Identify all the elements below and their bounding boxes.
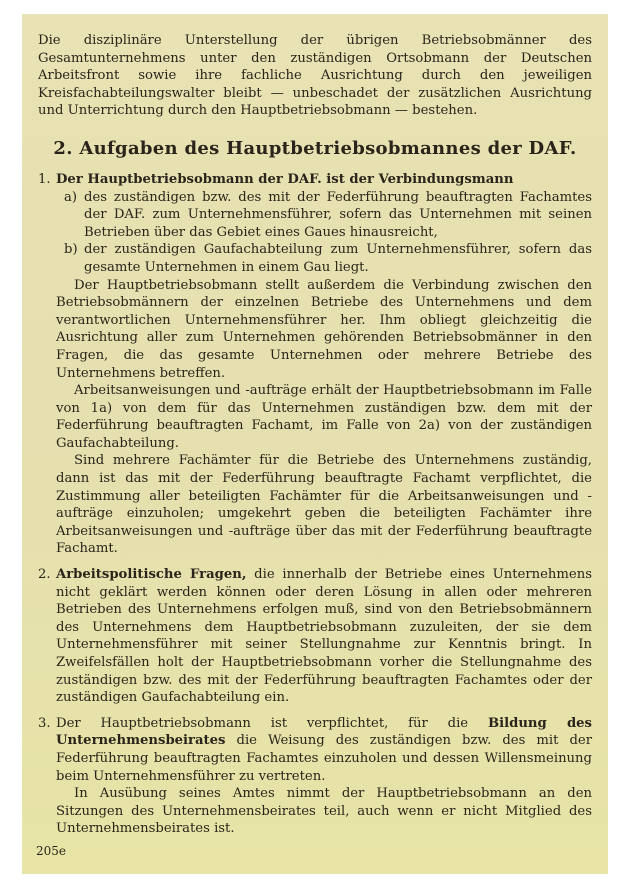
sub-label: a) [64, 189, 78, 205]
item-number: 2. [38, 567, 51, 583]
sub-text: des zuständigen bzw. des mit der Federführung beauftragten Fachamtes der DAF. zum Unternehmensführer, sofern das Unternehmen mit seinen Betrieben über das Gebiet eines Gaues hinausreicht, [84, 189, 592, 240]
list-item-1 [38, 171, 592, 558]
item-body [56, 171, 592, 558]
paragraph: In Ausübung seines Amtes nimmt der Hauptbetriebsobmann an den Sitzungen des Unternehmensbeirates teil, auch wenn er nicht Mitglied des Unternehmensbeirates ist. [56, 786, 592, 837]
list-item-3 [38, 715, 592, 838]
intro-paragraph: Die disziplinäre Unterstellung der übrigen Betriebsobmänner des Gesamtunternehmens unter den zuständigen Ortsobmann der Deutschen Arbeitsfront sowie ihre fachliche Ausrichtung durch den jeweiligen Kreisfachabteilungswalter bleibt — unbeschadet der zusätzlichen Ausrichtung und Unterrichtung durch den Hauptbetriebsobmann — bestehen. [38, 33, 592, 119]
list-item-2 [38, 566, 592, 707]
item-body [56, 715, 592, 838]
item-text: die Weisung des zuständigen bzw. des mit der Federführung beauftragten Fachamtes einzuholen und dessen Willensmeinung beim Unternehmensführer zu vertreten. [56, 733, 592, 784]
paragraph: Sind mehrere Fachämter für die Betriebe des Unternehmens zuständig, dann ist das mit der Federführung beauftragte Fachamt verpflichtet, die Zustimmung aller beteiligten Fachämter für die Arbeitsanweisungen und -aufträge einzuholen; umgekehrt geben die beteiligten Fachämter ihre Arbeitsanweisungen und -aufträge über das mit der Federführung beauftragte Fachamt. [56, 453, 592, 557]
document-page [22, 14, 608, 874]
sub-item-b [64, 241, 592, 276]
item-number: 3. [38, 715, 51, 731]
sub-label: b) [64, 242, 78, 258]
item-lead: Bildung des Unternehmensbeirates [56, 715, 592, 749]
item-number: 1. [38, 171, 51, 187]
item-text: die innerhalb der Betriebe eines Unternehmens nicht geklärt werden können oder deren Lösung in allen oder mehreren Betrieben des Unternehmens erfolgen muß, sind von den Betriebsobmännern des Unternehmens dem Hauptbetriebsobmann zuzuleiten, der sie dem Unternehmensführer mit seiner Stellungnahme zur Kenntnis bringt. In Zweifelsfällen holt der Hauptbetriebsobmann vorher die Stellungnahme des zuständigen bzw. des mit der Federführung beauftragten Fachamtes oder der zuständigen Gaufachabteilung ein. [56, 567, 592, 706]
paragraph: Der Hauptbetriebsobmann stellt außerdem die Verbindung zwischen den Betriebsobmännern der einzelnen Betriebe des Unternehmens und dem verantwortlichen Unternehmensführer her. Ihm obliegt gleichzeitig die Ausrichtung aller zum Unternehmen gehörenden Betriebsobmänner in den Fragen, die das gesamte Unternehmen oder mehrere Betriebe des Unternehmens betreffen. [56, 277, 592, 381]
paragraph: Arbeitsanweisungen und -aufträge erhält der Hauptbetriebsobmann im Falle von 1a) von dem für das Unternehmen zuständigen bzw. dem mit der Federführung beauftragten Fachamt, im Falle von 2a) von der zuständigen Gaufachabteilung. [56, 383, 592, 451]
sub-item-a [64, 189, 592, 242]
item-lead: Der Hauptbetriebsobmann der DAF. ist der Verbindungsmann [56, 171, 514, 187]
sub-text: der zuständigen Gaufachabteilung zum Unternehmensführer, sofern das gesamte Unternehmen in einem Gau liegt. [84, 242, 592, 275]
section-heading: 2. Aufgaben des Hauptbetriebsobmannes der DAF. [53, 137, 577, 159]
item-lead: Arbeitspolitische Fragen, [56, 567, 247, 583]
item-text: Der Hauptbetriebsobmann ist verpflichtet, für die [56, 715, 469, 731]
page-number: 205e [36, 844, 67, 858]
item-body [56, 566, 592, 707]
